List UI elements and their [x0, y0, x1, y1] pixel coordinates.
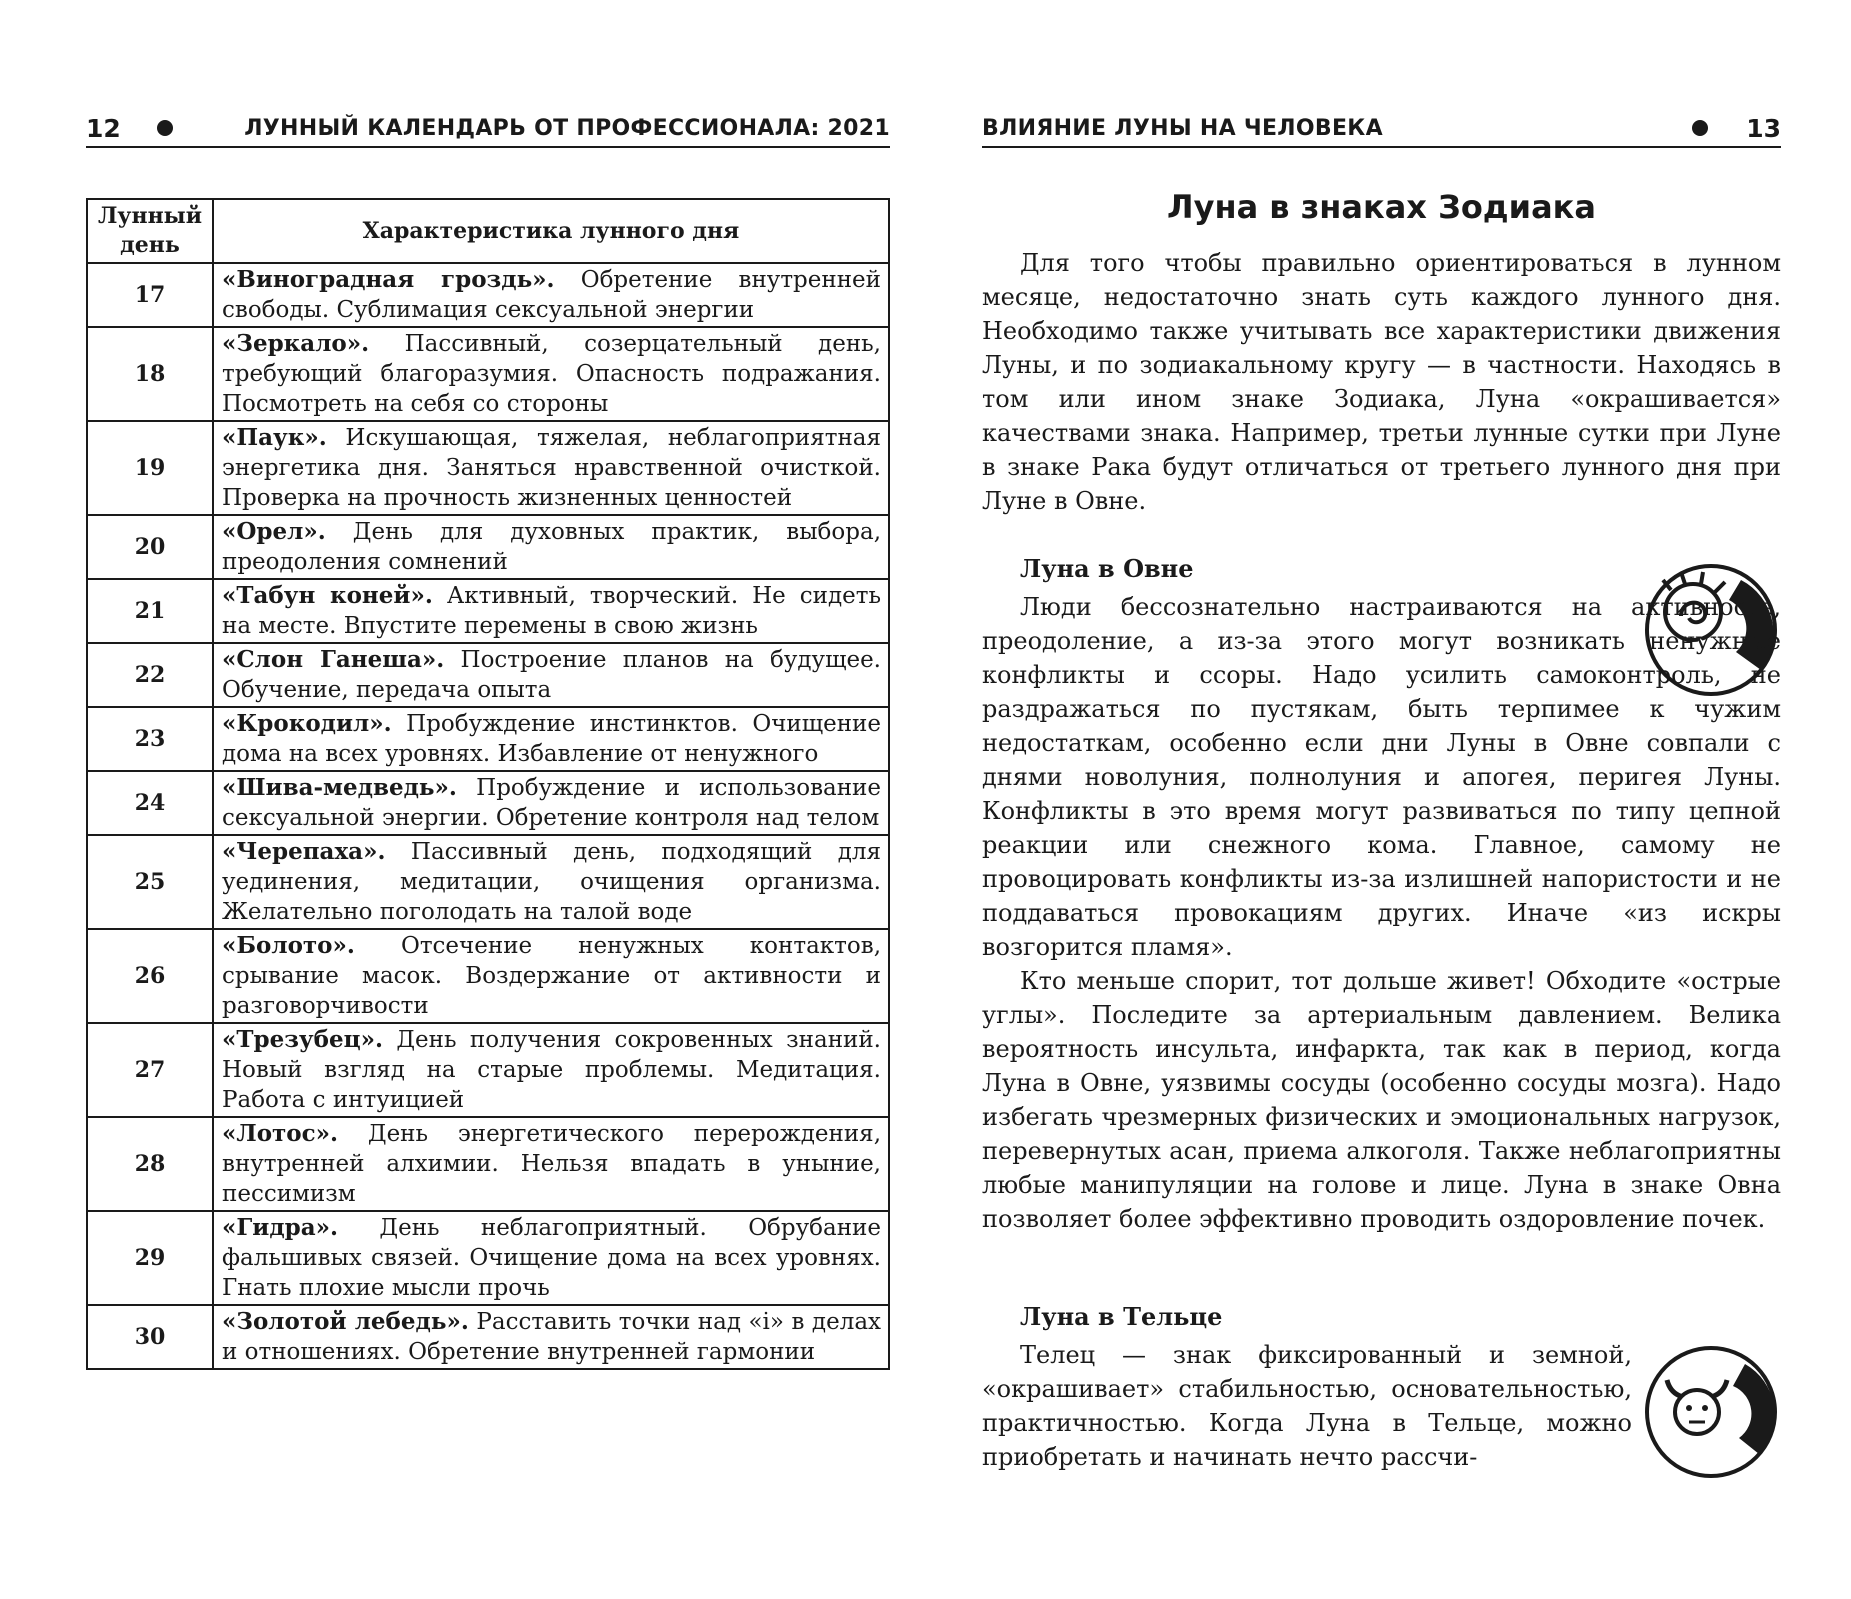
left-running-header: [86, 110, 890, 148]
running-title: ЛУННЫЙ КАЛЕНДАРЬ ОТ ПРОФЕССИОНАЛА: 2021: [244, 115, 890, 141]
lunar-day-characteristic: [213, 421, 889, 515]
column-header-characteristic: Характеристика лунного дня: [213, 199, 889, 263]
lunar-day-characteristic: [213, 1117, 889, 1211]
lunar-day-number: 29: [87, 1211, 213, 1305]
lunar-day-name: «Зеркало».: [222, 330, 370, 357]
page-number: 12: [86, 113, 121, 143]
lunar-day-description: День энергетического перерождения, внутренней алхимии. Нельзя впадать в уныние, пессимизм: [222, 1121, 882, 1207]
lunar-day-description: Отсечение ненужных контактов, срывание масок. Воздержание от активности и разговорчивости: [222, 933, 882, 1019]
table-row: [87, 263, 889, 327]
table-row: [87, 1117, 889, 1211]
lunar-day-number: 28: [87, 1117, 213, 1211]
table-row: [87, 771, 889, 835]
lunar-day-description: День для духовных практик, выбора, преодоления сомнений: [222, 519, 881, 575]
lunar-day-name: «Табун коней».: [222, 582, 433, 609]
column-header-day: Лунный день: [87, 199, 213, 263]
lunar-day-number: 19: [87, 421, 213, 515]
lunar-day-characteristic: [213, 835, 889, 929]
lunar-day-characteristic: [213, 929, 889, 1023]
bullet-dot-icon: [1692, 120, 1708, 136]
lunar-day-description: День получения сокровенных знаний. Новый взгляд на старые проблемы. Медитация. Работа с интуицией: [222, 1027, 881, 1113]
aries-heading: Луна в Овне: [1020, 554, 1194, 583]
lunar-day-characteristic: [213, 579, 889, 643]
table-row: [87, 643, 889, 707]
table-row: [87, 421, 889, 515]
lunar-day-characteristic: [213, 1023, 889, 1117]
lunar-day-characteristic: [213, 643, 889, 707]
lunar-day-name: «Паук».: [222, 424, 327, 451]
lunar-day-description: Пробуждение инстинктов. Очищение дома на всех уровнях. Избавление от ненужного: [222, 711, 882, 767]
lunar-day-number: 22: [87, 643, 213, 707]
aries-paragraph-2: Кто меньше спорит, тот дольше живет! Обходите «острые углы». Последите за артериальным давлением. Велика вероятность инсульта, инфаркта, так как в период, когда Луна в Овне, уязвимы сосуды (особенно сосуды мозга). Надо избегать чрезмерных физических и эмоциональных нагрузок, перевернутых асан, приема алкоголя. Также неблагоприятны любые манипуляции на голове и лице. Луна в знаке Овна позволяет более эффективно проводить оздоровление почек.: [982, 967, 1781, 1233]
lunar-day-number: 23: [87, 707, 213, 771]
table-row: [87, 515, 889, 579]
lunar-day-name: «Болото».: [222, 932, 355, 959]
lunar-day-name: «Золотой лебедь».: [222, 1308, 469, 1335]
lunar-day-name: «Гидра».: [222, 1214, 339, 1241]
right-running-header: [982, 110, 1781, 148]
lunar-day-name: «Крокодил».: [222, 710, 392, 737]
taurus-paragraph-1: Телец — знак фиксированный и земной, «окрашивает» стабильностью, основательностью, практичностью. Когда Луна в Тельце, можно приобретать и начинать нечто рассчи-: [982, 1341, 1632, 1471]
taurus-text: [982, 1338, 1632, 1474]
lunar-day-name: «Слон Ганеша».: [222, 646, 445, 673]
lunar-day-description: Пассивный, созерцательный день, требующий благоразумия. Опасность подражания. Посмотреть на себя со стороны: [222, 331, 881, 417]
table-row: [87, 1305, 889, 1369]
lunar-day-description: Построение планов на будущее. Обучение, передача опыта: [222, 647, 881, 703]
table-row: [87, 327, 889, 421]
lunar-day-number: 26: [87, 929, 213, 1023]
lunar-day-number: 24: [87, 771, 213, 835]
lunar-day-characteristic: [213, 771, 889, 835]
lunar-day-characteristic: [213, 515, 889, 579]
lunar-day-name: «Виноградная гроздь».: [222, 266, 555, 293]
lunar-day-number: 17: [87, 263, 213, 327]
lunar-day-name: «Черепаха».: [222, 838, 386, 865]
table-row: [87, 1023, 889, 1117]
lunar-day-description: Расставить точки над «i» в делах и отношениях. Обретение внутренней гармонии: [222, 1309, 882, 1365]
lunar-day-number: 20: [87, 515, 213, 579]
lunar-day-description: Активный, творческий. Не сидеть на месте. Впустите перемены в свою жизнь: [222, 583, 881, 639]
bullet-dot-icon: [157, 120, 173, 136]
table-row: [87, 579, 889, 643]
intro-paragraph: Для того чтобы правильно ориентироваться в лунном месяце, недостаточно знать суть каждого лунного дня. Необходимо также учитывать все характеристики движения Луны, и по зодиакальному кругу — в частности. Находясь в том или ином знаке Зодиака, Луна «окрашивается» качествами знака. Например, третьи лунные сутки при Луне в знаке Рака будут отличаться от третьего лунного дня при Луне в Овне.: [982, 249, 1781, 515]
lunar-day-description: Пассивный день, подходящий для уединения, медитации, очищения организма. Желательно поголодать на талой воде: [222, 839, 882, 925]
lunar-day-description: Обретение внутренней свободы. Сублимация сексуальной энергии: [222, 267, 881, 323]
lunar-day-number: 18: [87, 327, 213, 421]
left-page: [0, 0, 925, 1599]
lunar-day-name: «Шива-медведь».: [222, 774, 457, 801]
lunar-day-characteristic: [213, 707, 889, 771]
lunar-day-name: «Лотос».: [222, 1120, 339, 1147]
lunar-day-number: 25: [87, 835, 213, 929]
lunar-day-characteristic: [213, 1305, 889, 1369]
lunar-day-name: «Орел».: [222, 518, 326, 545]
table-row: [87, 929, 889, 1023]
table-header-row: [87, 199, 889, 263]
aries-paragraph-1: Люди бессознательно настраиваются на активность, преодоление, а из-за этого могут возникать ненужные конфликты и ссоры. Надо усилить самоконтроль, не раздражаться по пустякам, быть терпимее к чужим недостаткам, особенно если дни Луны в Овне совпали с днями новолуния, полнолуния и апогея, перигея Луны. Конфликты в это время могут развиваться по типу цепной реакции или снежного кома. Главное, самому не провоцировать конфликты из-за излишней напористости и не поддаваться провокациям других. Иначе «из искры возгорится пламя».: [982, 593, 1781, 961]
lunar-day-characteristic: [213, 327, 889, 421]
lunar-days-table: [86, 198, 890, 1370]
right-page: [925, 0, 1851, 1599]
lunar-day-number: 30: [87, 1305, 213, 1369]
table-row: [87, 835, 889, 929]
table-row: [87, 1211, 889, 1305]
lunar-day-description: День неблагоприятный. Обрубание фальшивых связей. Очищение дома на всех уровнях. Гнать плохие мысли прочь: [222, 1215, 881, 1301]
lunar-day-characteristic: [213, 263, 889, 327]
lunar-day-characteristic: [213, 1211, 889, 1305]
table-row: [87, 707, 889, 771]
aries-text: [982, 590, 1781, 1236]
taurus-zodiac-icon: [1641, 1342, 1781, 1482]
lunar-day-description: Пробуждение и использование сексуальной энергии. Обретение контроля над телом: [222, 775, 881, 831]
lunar-day-number: 21: [87, 579, 213, 643]
lunar-day-number: 27: [87, 1023, 213, 1117]
running-title: ВЛИЯНИЕ ЛУНЫ НА ЧЕЛОВЕКА: [982, 115, 1383, 141]
section-title: Луна в знаках Зодиака: [1167, 188, 1596, 226]
lunar-day-name: «Трезубец».: [222, 1026, 383, 1053]
page-number: 13: [1746, 113, 1781, 143]
lunar-day-description: Искушающая, тяжелая, неблагоприятная энергетика дня. Заняться нравственной очисткой. Проверка на прочность жизненных ценностей: [222, 425, 882, 511]
intro-text: [982, 246, 1781, 518]
taurus-heading: Луна в Тельце: [1020, 1302, 1223, 1331]
